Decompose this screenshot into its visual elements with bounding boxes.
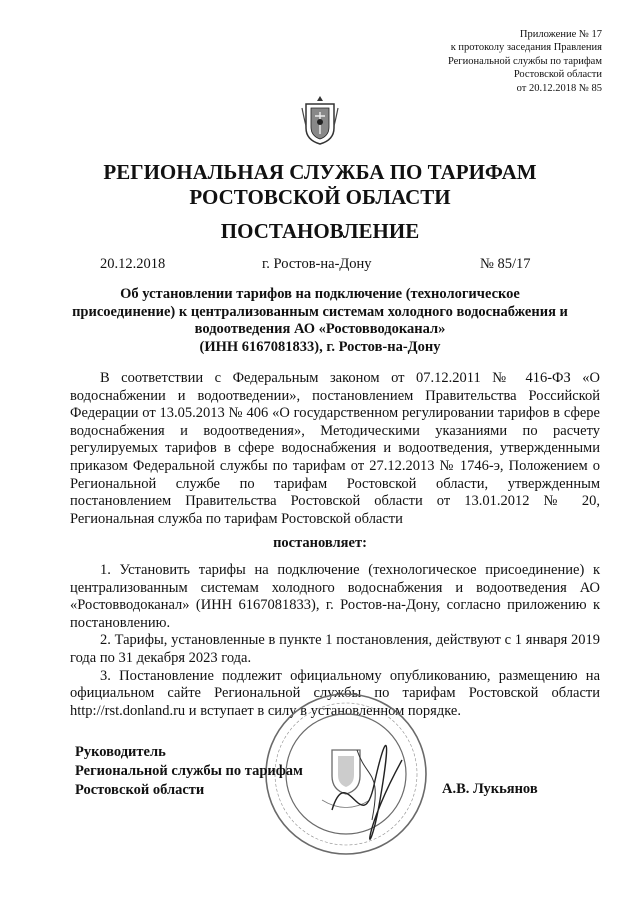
document-subject: [70, 286, 570, 356]
signatory-title: [75, 743, 303, 800]
organization-name: [0, 160, 640, 210]
signatory-title-line: Региональной службы по тарифам: [75, 763, 303, 779]
preamble-section: [70, 370, 600, 528]
appendix-line: от 20.12.2018 № 85: [516, 82, 602, 94]
document-date: 20.12.2018: [100, 256, 166, 272]
organization-line: РЕГИОНАЛЬНАЯ СЛУЖБА ПО ТАРИФАМ: [103, 160, 537, 184]
subject-line: присоединение) к централизованным системам холодного водоснабжения и: [72, 303, 568, 320]
coat-of-arms-icon: [300, 94, 340, 146]
resolution-item: 1. Установить тарифы на подключение (технологическое присоединение) к централизованным системам холодного водоснабжения и водоотведения АО «Ростовводоканал» (ИНН 6167081833), г. Ростов-на-Дону, согласно приложению к постановлению.: [70, 562, 600, 631]
subject-line: водоотведения АО «Ростовводоканал»: [194, 321, 446, 338]
appendix-line: к протоколу заседания Правления: [450, 42, 602, 54]
resolution-item: 3. Постановление подлежит официальному опубликованию, размещению на официальном сайте Региональной службы по тарифам Ростовской области http://rst.donland.ru и вступает в силу в установленном порядке.: [70, 667, 600, 719]
appendix-line: Ростовской области: [513, 69, 602, 81]
document-city: г. Ростов-на-Дону: [262, 256, 372, 272]
appendix-line: Приложение № 17: [519, 29, 602, 40]
appendix-note: [448, 28, 602, 95]
organization-line: РОСТОВСКОЙ ОБЛАСТИ: [189, 185, 451, 209]
resolution-item: 2. Тарифы, установленные в пункте 1 постановления, действуют с 1 января 2019 года по 31 декабря 2023 года.: [70, 632, 600, 666]
preamble-paragraph: В соответствии с Федеральным законом от 07.12.2011 № 416-ФЗ «О водоснабжении и водоотведении», постановлением Правительства Российской Федерации от 13.05.2013 № 406 «О государственном регулировании тарифов в сфере водоснабжения и водоотведения», Методическими указаниями по расчету регулируемых тарифов в сфере водоснабжения и водоотведения, утвержденными приказом Федеральной службы по тарифам от 27.12.2013 № 1746-э, Положением о Региональной службе по тарифам Ростовской области, утвержденным постановлением Правительства Ростовской области от 13.01.2012 № 20, Региональная служба по тарифам Ростовской области: [70, 370, 600, 527]
document-type: ПОСТАНОВЛЕНИЕ: [220, 219, 420, 243]
appendix-line: Региональной службы по тарифам: [447, 55, 602, 67]
signatory-title-line: Руководитель: [75, 744, 166, 760]
signatory-title-line: Ростовской области: [75, 782, 205, 798]
subject-line: (ИНН 6167081833), г. Ростов-на-Дону: [199, 338, 441, 355]
decides-heading: постановляет:: [273, 535, 367, 551]
signatory-name: А.В. Лукьянов: [442, 781, 538, 797]
document-number: № 85/17: [480, 256, 531, 272]
subject-line: Об установлении тарифов на подключение (технологическое: [120, 286, 520, 302]
